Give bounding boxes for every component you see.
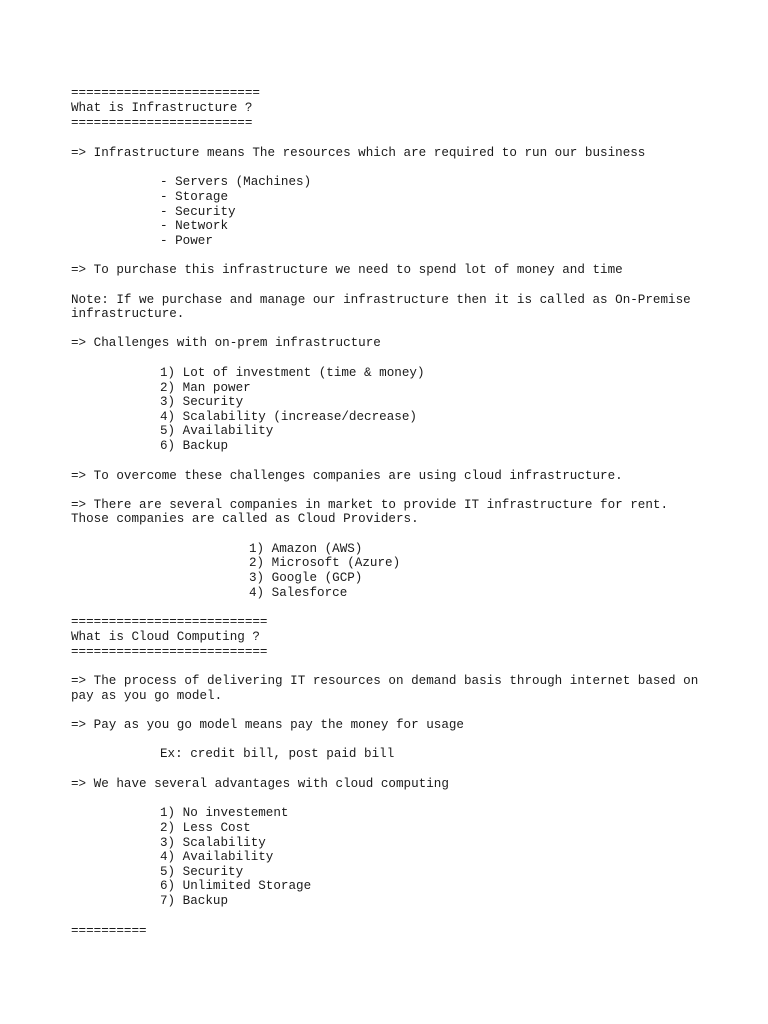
heading-rule-bottom: ==========================	[71, 645, 268, 659]
list-item: 2) Man power	[160, 381, 251, 395]
list-item: 4) Salesforce	[249, 586, 348, 600]
section-heading-infrastructure: What is Infrastructure ?	[71, 101, 253, 115]
list-item: - Network	[160, 219, 229, 233]
list-item: 6) Unlimited Storage	[160, 879, 312, 893]
cloud-definition-line-1: => The process of delivering IT resources on demand basis through internet based on	[71, 674, 699, 688]
list-item: - Storage	[160, 190, 229, 204]
challenges-intro: => Challenges with on-prem infrastructure	[71, 336, 381, 350]
list-item: 5) Security	[160, 865, 244, 879]
infrastructure-definition: => Infrastructure means The resources which are required to run our business	[71, 146, 646, 160]
list-item: 4) Availability	[160, 850, 274, 864]
list-item: 2) Microsoft (Azure)	[249, 556, 401, 570]
list-item: 1) Amazon (AWS)	[249, 542, 363, 556]
note-line-1: Note: If we purchase and manage our infrastructure then it is called as On-Premise	[71, 293, 691, 307]
list-item: - Power	[160, 234, 213, 248]
overcome-statement: => To overcome these challenges companies are using cloud infrastructure.	[71, 469, 623, 483]
section-heading-cloud-computing: What is Cloud Computing ?	[71, 630, 260, 644]
providers-line-2: Those companies are called as Cloud Providers.	[71, 512, 419, 526]
list-item: 1) Lot of investment (time & money)	[160, 366, 425, 380]
list-item: 2) Less Cost	[160, 821, 251, 835]
cloud-definition-line-2: pay as you go model.	[71, 689, 223, 703]
list-item: 5) Availability	[160, 424, 274, 438]
list-item: 3) Google (GCP)	[249, 571, 363, 585]
heading-rule-top: ==========================	[71, 615, 268, 629]
list-item: 3) Security	[160, 395, 244, 409]
list-item: 3) Scalability	[160, 836, 266, 850]
heading-rule-bottom: ========================	[71, 116, 253, 130]
list-item: 6) Backup	[160, 439, 229, 453]
list-item: 4) Scalability (increase/decrease)	[160, 410, 417, 424]
advantages-intro: => We have several advantages with cloud computing	[71, 777, 449, 791]
list-item: 1) No investement	[160, 806, 289, 820]
heading-rule-top: =========================	[71, 86, 260, 100]
list-item: - Servers (Machines)	[160, 175, 312, 189]
note-line-2: infrastructure.	[71, 307, 185, 321]
list-item: - Security	[160, 205, 236, 219]
payg-statement: => Pay as you go model means pay the money for usage	[71, 718, 464, 732]
purchase-statement: => To purchase this infrastructure we need to spend lot of money and time	[71, 263, 623, 277]
list-item: 7) Backup	[160, 894, 229, 908]
section-rule-end: ==========	[71, 924, 147, 938]
providers-line-1: => There are several companies in market to provide IT infrastructure for rent.	[71, 498, 669, 512]
payg-example: Ex: credit bill, post paid bill	[160, 747, 395, 761]
